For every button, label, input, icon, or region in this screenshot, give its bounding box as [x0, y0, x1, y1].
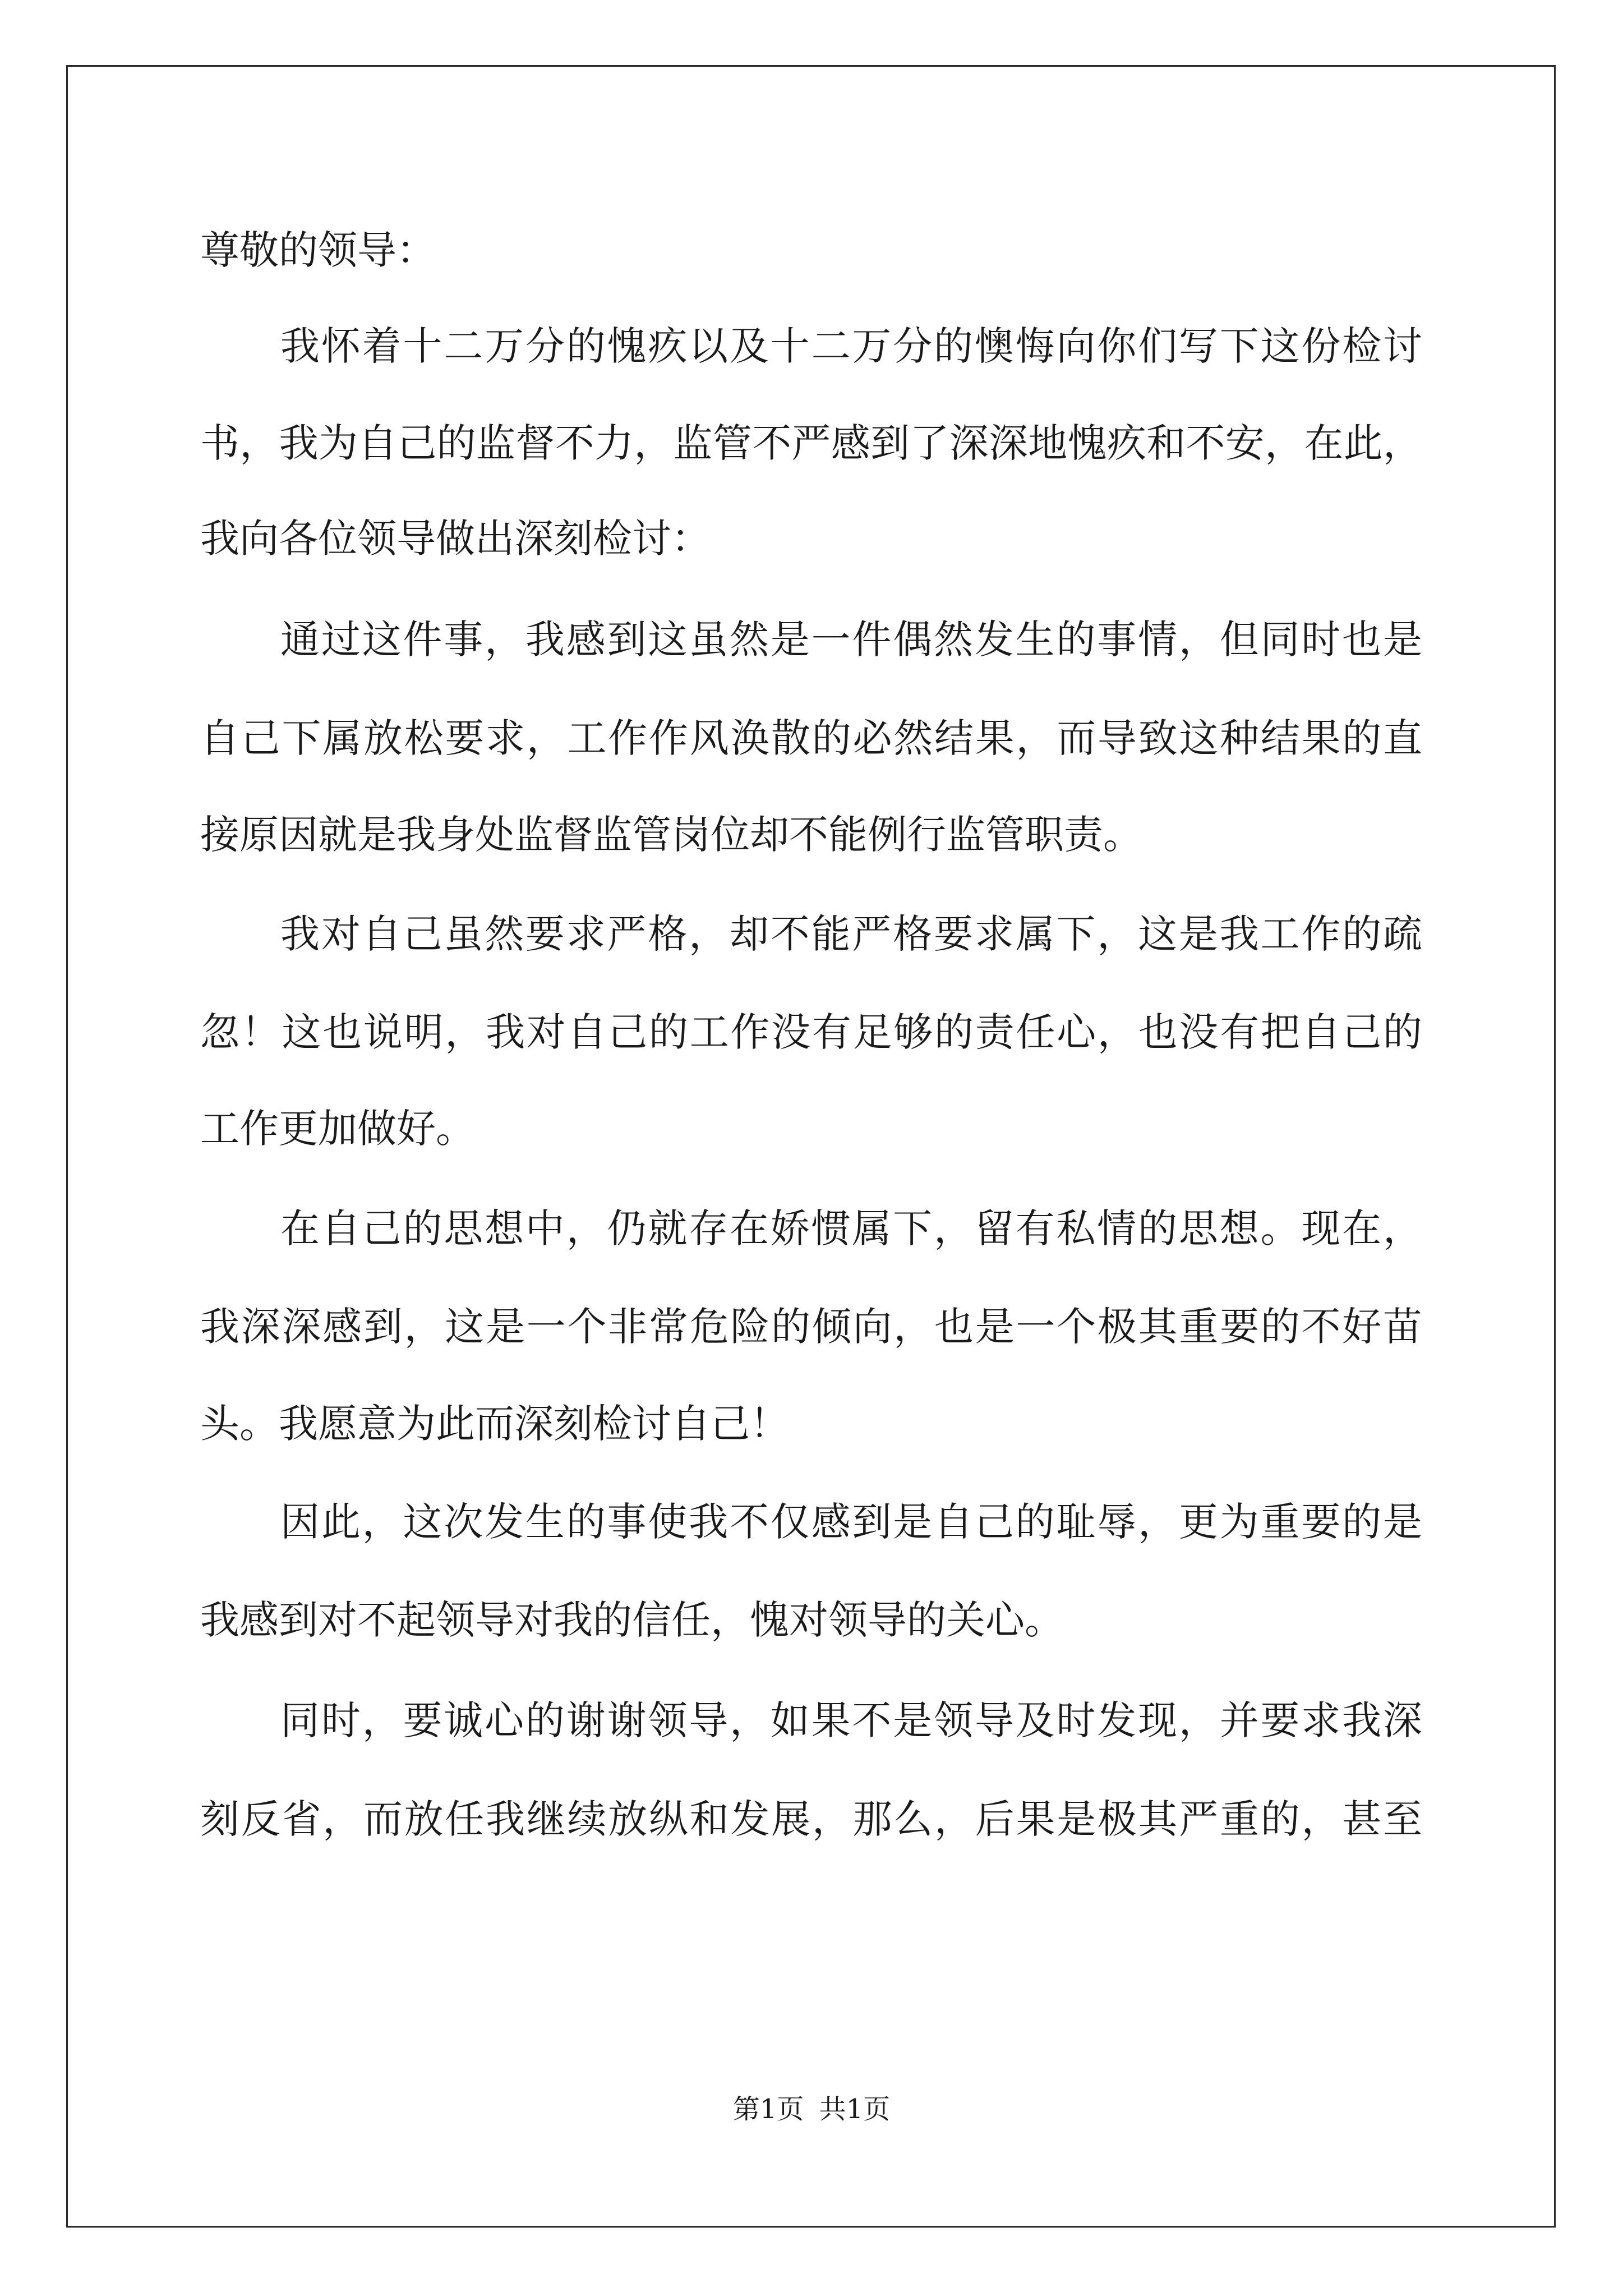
body-line-13: 因此，这次发生的事使我不仅感到是自己的耻辱，更为重要的是 [280, 1499, 1422, 1545]
body-line-9: 工作更加做好。 [200, 1106, 475, 1152]
body-line-11: 我深深感到，这是一个非常危险的倾向，也是一个极其重要的不好苗 [200, 1304, 1422, 1350]
body-line-6: 接原因就是我身处监督监管岗位却不能例行监管职责。 [200, 812, 1142, 858]
body-line-15: 同时，要诚心的谢谢领导，如果不是领导及时发现，并要求我深 [280, 1697, 1422, 1743]
salutation: 尊敬的领导： [200, 227, 436, 273]
page-number: 第1页 [732, 2093, 804, 2125]
body-line-14: 我感到对不起领导对我的信任，愧对领导的关心。 [200, 1597, 1064, 1643]
page-total: 共1页 [819, 2093, 891, 2125]
body-line-2: 书，我为自己的监督不力，监管不严感到了深深地愧疚和不安，在此， [200, 420, 1422, 466]
body-line-4: 通过这件事，我感到这虽然是一件偶然发生的事情，但同时也是 [280, 616, 1422, 662]
body-line-7: 我对自己虽然要求严格，却不能严格要求属下，这是我工作的疏 [280, 911, 1422, 957]
body-line-5: 自己下属放松要求，工作作风涣散的必然结果，而导致这种结果的直 [200, 715, 1422, 761]
body-line-10: 在自己的思想中，仍就存在娇惯属下，留有私情的思想。现在， [280, 1205, 1422, 1251]
page-footer [0, 2092, 1623, 2126]
body-line-3: 我向各位领导做出深刻检讨： [200, 516, 711, 562]
body-line-16: 刻反省，而放任我继续放纵和发展，那么，后果是极其严重的，甚至 [200, 1796, 1422, 1842]
body-line-12: 头。我愿意为此而深刻检讨自己！ [200, 1401, 789, 1447]
body-line-8: 忽！这也说明，我对自己的工作没有足够的责任心，也没有把自己的 [200, 1009, 1422, 1055]
body-line-1: 我怀着十二万分的愧疚以及十二万分的懊悔向你们写下这份检讨 [280, 323, 1422, 369]
